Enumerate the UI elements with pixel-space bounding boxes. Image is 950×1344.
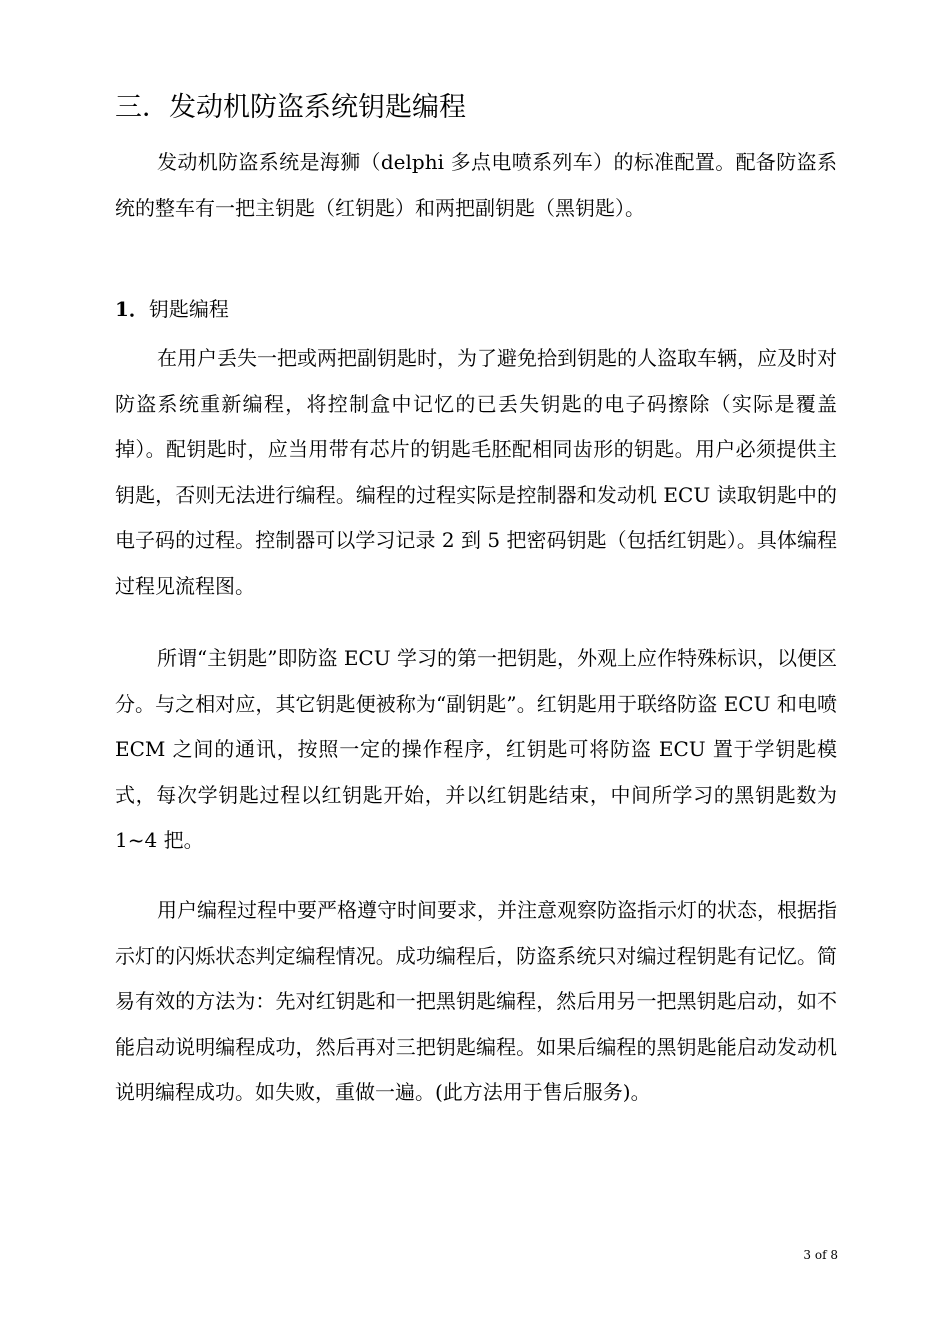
paragraph-key-loss: 在用户丢失一把或两把副钥匙时，为了避免拾到钥匙的人盗取车辆，应及时对防盗系统重新编程，将控制盒中记忆的已丢失钥匙的电子码擦除（实际是覆盖掉）。配钥匙时，应当用带有芯片的钥匙毛胚配相同齿形的钥匙。用户必须提供主钥匙，否则无法进行编程。编程的过程实际是控制器和发动机 ECU 读取钥匙中的电子码的过程。控制器可以学习记录 2 到 5 把密码钥匙（包括红钥匙）。具体编程过程见流程图。	[115, 346, 837, 598]
paragraph-programming-method: 用户编程过程中要严格遵守时间要求，并注意观察防盗指示灯的状态，根据指示灯的闪烁状态判定编程情况。成功编程后，防盗系统只对编过程钥匙有记忆。简易有效的方法为：先对红钥匙和一把黑钥匙编程，然后用另一把黑钥匙启动，如不能启动说明编程成功，然后再对三把钥匙编程。如果后编程的黑钥匙能启动发动机说明编程成功。如失败，重做一遍。(此方法用于售后服务)。	[115, 898, 837, 1104]
paragraph-master-key: 所谓“主钥匙”即防盗 ECU 学习的第一把钥匙，外观上应作特殊标识，以便区分。与之相对应，其它钥匙便被称为“副钥匙”。红钥匙用于联络防盗 ECU 和电喷 ECM 之间的通讯，按照一定的操作程序，红钥匙可将防盗 ECU 置于学钥匙模式，每次学钥匙过程以红钥匙开始，并以红钥匙结束，中间所学习的黑钥匙数为 1~4 把。	[115, 646, 837, 852]
subsection-number: 1．	[115, 297, 149, 321]
page-number: 3 of 8	[803, 1248, 838, 1262]
subsection-heading	[115, 292, 229, 326]
section-title: 三．发动机防盗系统钥匙编程	[115, 92, 466, 123]
subsection-title: 钥匙编程	[148, 297, 229, 321]
intro-paragraph: 发动机防盗系统是海狮（delphi 多点电喷系列车）的标准配置。配备防盗系统的整车有一把主钥匙（红钥匙）和两把副钥匙（黑钥匙）。	[115, 150, 837, 220]
